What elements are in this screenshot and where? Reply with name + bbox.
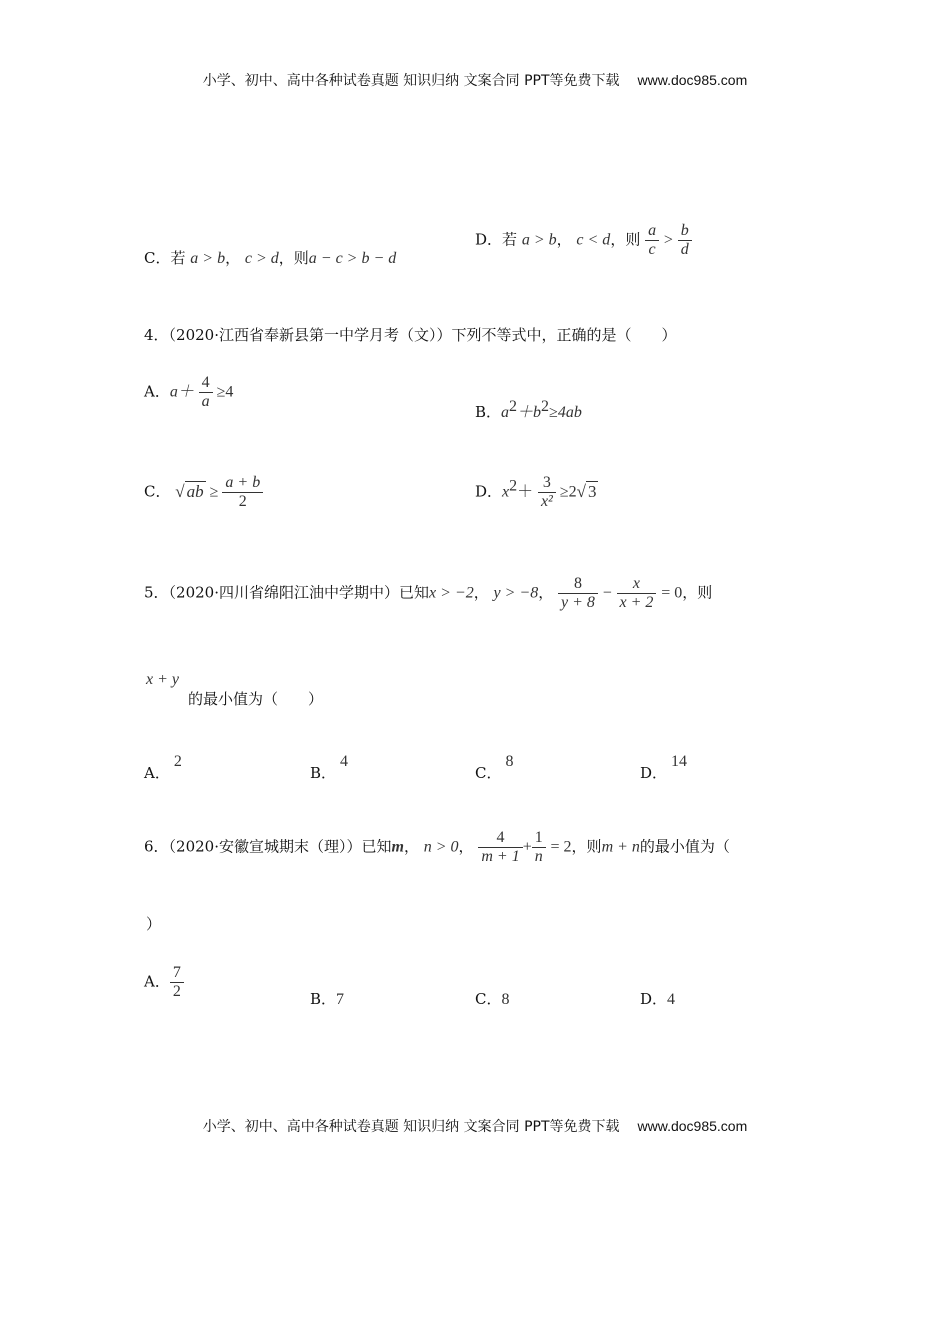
q3-d-frac1-num: a xyxy=(645,222,659,241)
q5-option-b xyxy=(310,753,349,783)
q6-cond: n > 0 xyxy=(423,838,459,856)
q6-option-c xyxy=(475,988,509,1009)
q6-b-label: B． xyxy=(310,990,337,1008)
q4-a-frac-num: 4 xyxy=(199,374,213,393)
q6-frac2-num: 1 xyxy=(532,829,546,848)
footer-url-link[interactable]: www.doc985.com xyxy=(637,1118,748,1134)
q3-option-d xyxy=(475,222,692,259)
q6-a-frac-den: 2 xyxy=(172,983,181,1000)
q5-d-value: 14 xyxy=(671,753,688,770)
q6-d-label: D． xyxy=(640,990,668,1008)
q5-stem-pre: 5．（2020·四川省绵阳江油中学期中）已知 xyxy=(144,583,429,602)
q4-a-pre: a＋ xyxy=(169,383,194,401)
q4-a-post: ≥4 xyxy=(212,383,234,401)
q5-stem-post: 的最小值为（ ） xyxy=(188,690,324,708)
q3-d-label: D．若 xyxy=(475,230,518,249)
q5-stem xyxy=(144,575,712,612)
q4-c-radicand: ab xyxy=(186,481,204,501)
q4-d-frac-den: x² xyxy=(540,493,553,510)
q3-c-cond1: a > b xyxy=(190,250,226,267)
q6-a-fraction xyxy=(170,964,184,1001)
q6-frac1-num: 4 xyxy=(478,829,522,848)
q3-option-c xyxy=(144,247,396,268)
q6-option-a xyxy=(144,964,184,1001)
header-url-link[interactable]: www.doc985.com xyxy=(637,72,748,88)
q6-eq: = 2 xyxy=(550,838,572,856)
q6-expr: m + n xyxy=(601,838,640,856)
q5-cond2: y > −8 xyxy=(493,584,539,602)
q4-c-fraction xyxy=(222,474,263,511)
q4-c-sqrt: √ ab xyxy=(175,481,204,501)
q3-d-frac2-den: d xyxy=(680,241,689,258)
q4-d-radicand: 3 xyxy=(587,481,597,501)
q5-fraction-2 xyxy=(617,575,657,612)
q5-b-value: 4 xyxy=(340,753,349,770)
q4-option-d xyxy=(475,474,598,511)
q5-fraction-1 xyxy=(558,575,598,612)
q5-frac2-den: x + 2 xyxy=(619,594,654,611)
q6-fraction-1 xyxy=(478,829,522,866)
q5-sep1: ， xyxy=(473,583,489,602)
q4-b-b: ＋b xyxy=(517,404,542,421)
q5-frac1-den: y + 8 xyxy=(561,594,595,611)
q6-sep: ， xyxy=(458,837,474,856)
q4-d-plus: ＋ xyxy=(517,483,534,501)
q3-d-frac1-den: c xyxy=(648,241,656,258)
q4-c-frac-num: a + b xyxy=(222,474,263,493)
q6-c-value: 8 xyxy=(501,991,510,1008)
q4-option-b xyxy=(475,398,582,422)
q6-then: ，则 xyxy=(571,837,602,856)
q3-c-label: C．若 xyxy=(144,249,186,267)
q5-a-value: 2 xyxy=(173,753,182,770)
q4-d-x: x xyxy=(502,483,510,501)
q6-d-value: 4 xyxy=(667,991,676,1008)
q4-d-sqrt: √ 3 xyxy=(576,481,597,501)
q5-c-value: 8 xyxy=(505,753,514,770)
q3-d-gt: > xyxy=(663,231,673,249)
q5-cond1: x > −2 xyxy=(429,584,474,602)
q5-sep2: ， xyxy=(538,583,554,602)
q5-minus: − xyxy=(602,584,612,602)
q5-frac1-num: 8 xyxy=(558,575,598,594)
q6-fraction-2 xyxy=(532,829,546,866)
q6-m: m xyxy=(391,838,404,856)
q4-option-a xyxy=(144,374,233,411)
q4-d-fraction xyxy=(538,474,556,511)
q5-b-label: B． xyxy=(310,764,337,782)
q4-stem: 4．（2020·江西省奉新县第一中学月考（文））下列不等式中，正确的是（ ） xyxy=(144,326,677,344)
q6-option-d xyxy=(640,988,675,1009)
q4-a-frac-den: a xyxy=(201,393,210,410)
q3-c-sep: ， xyxy=(225,249,241,267)
q6-frac1-den: m + 1 xyxy=(481,848,520,865)
q4-c-label: C． xyxy=(144,482,171,501)
q5-then: ，则 xyxy=(682,583,713,602)
q4-b-sup2: 2 xyxy=(541,398,550,415)
q6-a-frac-num: 7 xyxy=(170,964,184,983)
q5-eq: = 0 xyxy=(661,584,683,602)
q3-c-cond2: c > d xyxy=(244,250,279,267)
q5-frac2-num: x xyxy=(617,575,657,594)
q5-option-c xyxy=(475,753,514,783)
q4-d-geq: ≥2 xyxy=(555,483,577,501)
q3-d-fraction-a-c xyxy=(645,222,659,259)
q5-expr: x + y xyxy=(146,671,179,688)
page-footer-banner xyxy=(0,1116,950,1136)
q4-b-sup1: 2 xyxy=(509,398,518,415)
q3-d-sep: ， xyxy=(556,230,572,249)
q4-d-sup: 2 xyxy=(509,477,518,495)
q4-d-label: D． xyxy=(475,482,503,501)
q6-b-value: 7 xyxy=(336,991,345,1008)
q3-c-conclusion: a − c > b − d xyxy=(308,250,397,267)
q5-c-label: C． xyxy=(475,764,502,782)
q3-c-then: ，则 xyxy=(278,249,309,267)
q4-b-a: a xyxy=(501,404,510,421)
q6-stem-post: 的最小值为（ xyxy=(639,837,730,856)
q4-c-frac-den: 2 xyxy=(238,493,247,510)
page-header-banner xyxy=(0,70,950,90)
q4-c-geq: ≥ xyxy=(205,483,223,501)
footer-text: 小学、初中、高中各种试卷真题 知识归纳 文案合同 PPT等免费下载 xyxy=(202,1119,620,1135)
q6-a-label: A． xyxy=(144,972,170,991)
q6-stem-close: ） xyxy=(146,915,162,933)
q5-option-a xyxy=(144,753,182,783)
q6-plus: + xyxy=(522,838,532,856)
q6-comma: ， xyxy=(403,837,419,856)
q5-a-label: A． xyxy=(144,764,170,782)
q6-stem xyxy=(144,829,730,866)
q5-option-d xyxy=(640,753,688,783)
q4-d-frac-num: 3 xyxy=(538,474,556,493)
q3-d-cond1: a > b xyxy=(521,231,557,249)
q3-d-then: ，则 xyxy=(610,230,641,249)
q3-d-fraction-b-d xyxy=(678,222,692,259)
q5-d-label: D． xyxy=(640,764,668,782)
q3-d-cond2: c < d xyxy=(576,231,611,249)
q4-b-c: ≥4ab xyxy=(549,404,582,421)
q3-d-frac2-num: b xyxy=(678,222,692,241)
q4-a-label: A． xyxy=(144,382,170,401)
q6-option-b xyxy=(310,988,344,1009)
q4-b-label: B． xyxy=(475,403,502,421)
header-text: 小学、初中、高中各种试卷真题 知识归纳 文案合同 PPT等免费下载 xyxy=(202,73,620,89)
q6-stem-pre: 6．（2020·安徽宣城期末（理））已知 xyxy=(144,837,392,856)
q6-c-label: C． xyxy=(475,990,502,1008)
q4-option-c xyxy=(144,474,263,511)
q5-expression xyxy=(146,670,179,689)
q6-frac2-den: n xyxy=(534,848,543,865)
q4-a-fraction xyxy=(199,374,213,411)
